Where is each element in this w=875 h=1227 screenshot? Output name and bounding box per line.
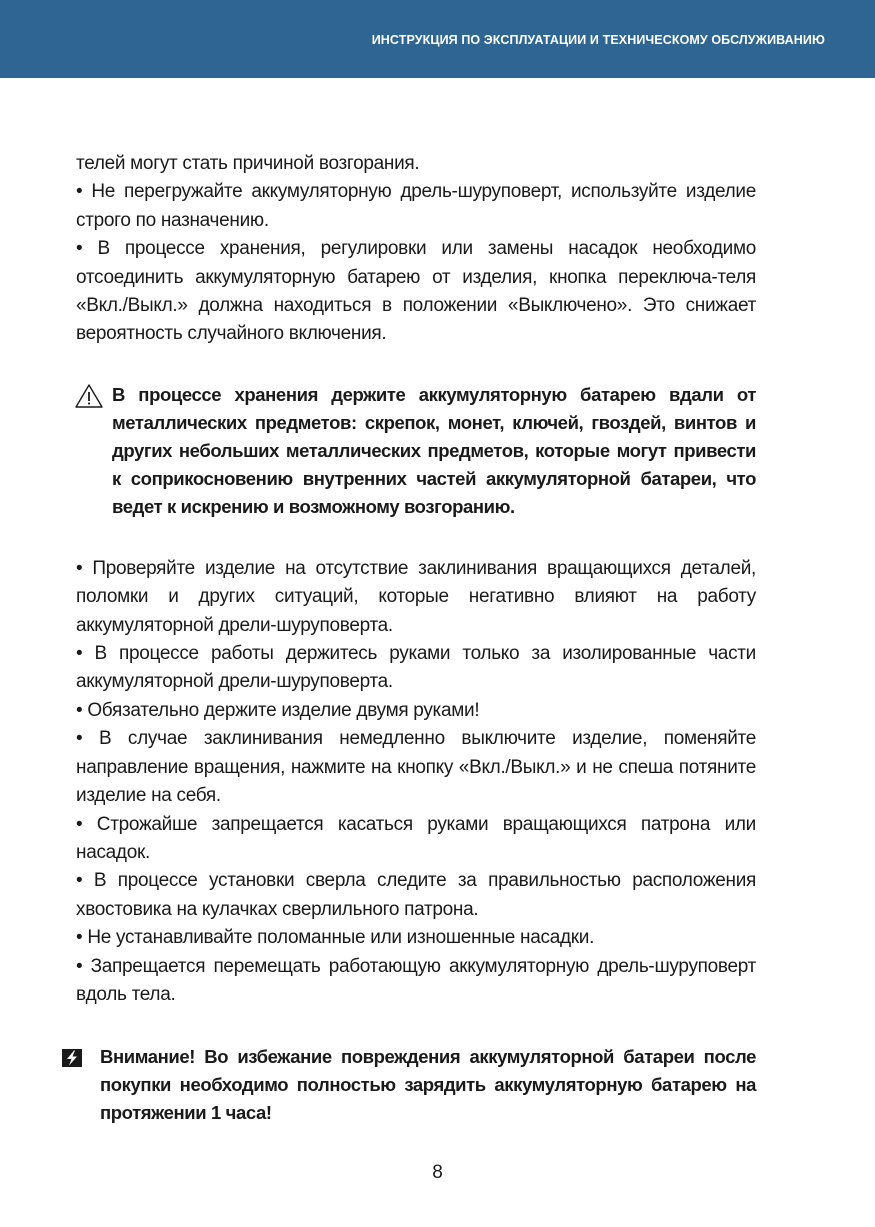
warning-notice [76,381,756,521]
page-number: 8 [432,1162,443,1183]
header-title: ИНСТРУКЦИЯ ПО ЭКСПЛУАТАЦИИ И ТЕХНИЧЕСКОМУ ОБСЛУЖИВАНИЮ [371,33,825,47]
spacer [76,349,756,381]
attention-notice-text: Внимание! Во избежание повреждения аккумуляторной батареи после покупки необходимо полностью зарядить аккумуляторную батарею на протяжении 1 часа! [100,1046,756,1124]
spacer [76,1009,756,1043]
paragraph-no-moving-along-body: • Запрещается перемещать работающую аккумуляторную дрель-шуруповерт вдоль тела. [76,955,756,1005]
warning-triangle-icon [74,383,104,409]
warning-notice-text: В процессе хранения держите аккумуляторную батарею вдали от металлических предметов: скрепок, монет, ключей, гвоздей, винтов и других небольших металлических предметов, которые могут привести к соприкосновению внутренних частей аккумуляторной батареи, что ведет к искрению и возможному возгоранию. [112,383,756,517]
paragraph-hold-insulated: • В процессе работы держитесь руками только за изолированные части аккумуляторной дрели-шуруповерта. [76,643,756,693]
page-header-bar [0,0,875,78]
spacer [76,521,756,555]
electric-bolt-icon [62,1049,82,1067]
paragraph-check-jamming: • Проверяйте изделие на отсутствие заклинивания вращающихся деталей, поломки и других ситуаций, которые негативно влияют на работу аккумуляторной дрели-шуруповерта. [76,557,756,636]
paragraph-jam-procedure: • В случае заклинивания немедленно выключите изделие, поменяйте направление вращения, нажмите на кнопку «Вкл./Выкл.» и не спеша потяните изделие на себя. [76,728,756,807]
attention-notice [76,1043,756,1127]
paragraph-no-broken-bits: • Не устанавливайте поломанные или изношенные насадки. [76,927,595,949]
paragraph-drill-install: • В процессе установки сверла следите за правильностью расположения хвостовика на кулачках сверлильного патрона. [76,870,756,920]
paragraph-no-touch-chuck: • Строжайше запрещается касаться руками вращающихся патрона или насадок. [76,813,756,863]
paragraph-no-overload: • Не перегружайте аккумуляторную дрель-шуруповерт, используйте изделие строго по назначению. [76,181,756,231]
paragraph-continuation: телей могут стать причиной возгорания. [76,153,420,174]
paragraph-storage-disconnect: • В процессе хранения, регулировки или замены насадок необходимо отсоединить аккумуляторную батарею от изделия, кнопка переключа-теля «Вкл./Выкл.» должна находиться в положении «Выключено». Это снижает вероятность случайного включения. [76,238,756,345]
paragraph-two-hands: • Обязательно держите изделие двумя руками! [76,699,480,721]
page-content [76,150,756,1127]
